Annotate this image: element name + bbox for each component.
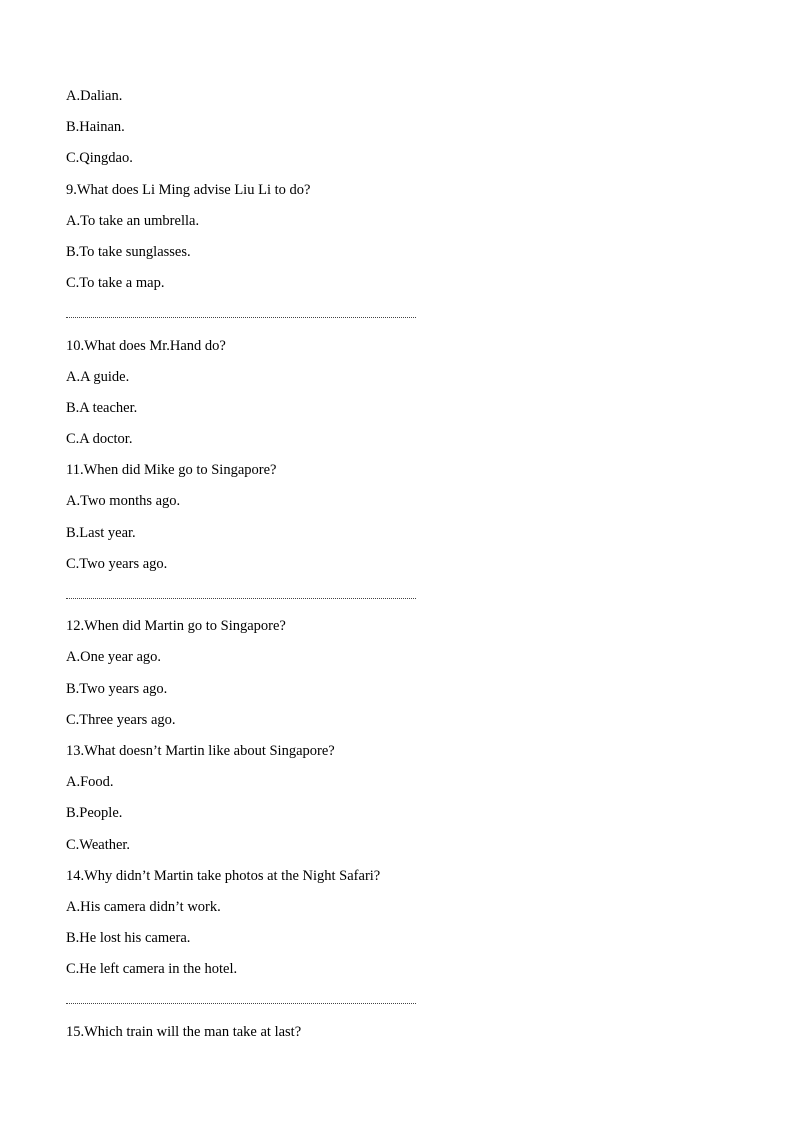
question-text: 11.When did Mike go to Singapore? <box>66 462 277 479</box>
answer-option: B.Two years ago. <box>66 680 168 697</box>
answer-option: A.A guide. <box>66 368 130 385</box>
answer-option: A.To take an umbrella. <box>66 212 200 229</box>
question-text: 14.Why didn’t Martin take photos at the Night Safari? <box>66 867 381 884</box>
answer-option: B.Last year. <box>66 524 136 541</box>
answer-option: B.Hainan. <box>66 119 125 136</box>
answer-option: C.A doctor. <box>66 431 133 448</box>
answer-option: A.One year ago. <box>66 649 162 666</box>
answer-option: B.People. <box>66 805 123 822</box>
answer-option: C.Three years ago. <box>66 711 176 728</box>
dotted-separator <box>66 585 426 616</box>
answer-option: B.A teacher. <box>66 399 138 416</box>
answer-option: C.He left camera in the hotel. <box>66 961 238 978</box>
question-text: 13.What doesn’t Martin like about Singapore? <box>66 742 335 759</box>
dotted-separator <box>66 990 426 1021</box>
answer-option: A.His camera didn’t work. <box>66 898 221 915</box>
document-page <box>66 86 426 1053</box>
answer-option: C.Qingdao. <box>66 150 133 167</box>
answer-option: C.Weather. <box>66 836 131 853</box>
answer-option: A.Food. <box>66 774 114 791</box>
question-text: 10.What does Mr.Hand do? <box>66 337 226 354</box>
question-text: 12.When did Martin go to Singapore? <box>66 618 286 635</box>
answer-option: C.To take a map. <box>66 275 165 292</box>
answer-option: C.Two years ago. <box>66 555 168 572</box>
answer-option: A.Dalian. <box>66 88 123 104</box>
question-text: 9.What does Li Ming advise Liu Li to do? <box>66 181 311 198</box>
answer-option: A.Two months ago. <box>66 493 181 510</box>
answer-option: B.To take sunglasses. <box>66 243 191 260</box>
dotted-separator <box>66 304 426 335</box>
answer-option: B.He lost his camera. <box>66 930 191 947</box>
question-text: 15.Which train will the man take at last? <box>66 1023 302 1040</box>
